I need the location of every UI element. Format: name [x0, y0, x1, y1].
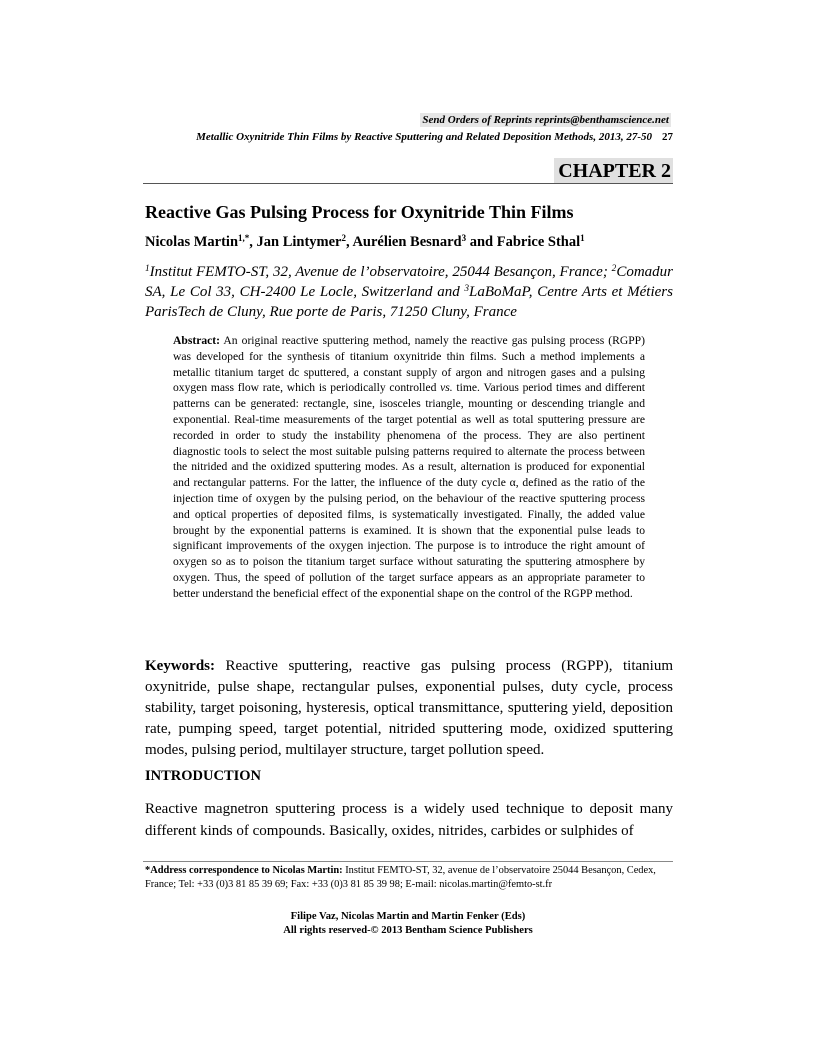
footnote-rule [143, 861, 673, 862]
chapter-rule [143, 183, 673, 184]
author-name: Aurélien Besnard [352, 234, 462, 250]
affiliation-text: LaBoMaP, Centre Arts et Métiers ParisTech de Cluny, Rue porte de Paris, 71250 Cluny, France [145, 284, 673, 320]
footnote-text: Institut FEMTO-ST, 32, avenue de l’observatoire 25044 Besançon, Cedex, France; Tel: +33 (0)3 81 85 39 69; Fax: +33 (0)3 81 85 39 98; E-mail: nicolas.martin@femto-st.fr [145, 865, 656, 890]
affiliation-text: Comadur SA, Le Col 33, CH-2400 Le Locle, Switzerland and [145, 264, 673, 300]
running-head-text: Metallic Oxynitride Thin Films by Reactive Sputtering and Related Deposition Methods, 2013, 27-50 [196, 131, 652, 143]
abstract [173, 333, 645, 602]
introduction-text: Reactive magnetron sputtering process is a widely used technique to deposit many different kinds of compounds. Basically, oxides, nitrides, carbides or sulphides of [145, 801, 673, 839]
affiliation-mark: 2 [611, 263, 617, 274]
author-affiliation-mark: 1 [580, 233, 585, 244]
author-name: Jan Lintymer [256, 234, 342, 250]
footnote-label: *Address correspondence to Nicolas Martin: [145, 865, 343, 876]
author-affiliation-mark: 3 [461, 233, 467, 244]
abstract-text-continued: time. Various period times and different patterns can be generated: rectangle, sine, isosceles triangle, mounting or descending triangle and exponential. Real-time measurements of the target potential as well as total sputtering pressure are recorded in order to study the instability phenomena of the process. They are also pertinent diagnostic tools to select the most suitable pulsing patterns required to alternate the process between the nitrided and the oxidized sputtering modes. As a result, alternation is produced for exponential and rectangular patterns. For the latter, the influence of the duty cycle α, defined as the ratio of the injection time of oxygen by the pulsing period, on the behaviour of the reactive sputtering process and optical properties of deposited films, is systematically investigated. Finally, the added value brought by the exponential patterns is examined. It is shown that the exponential pulse leads to significant improvements of the oxygen injection. The purpose is to introduce the right amount of oxygen so as to poison the titanium target surface without saturating the sputtering atmosphere by oxygen. Thus, the speed of pollution of the target surface appears as an appropriate parameter to better understand the beneficial effect of the exponential shape on the control of the RGPP method. [173, 381, 645, 600]
author-separator: and [466, 234, 497, 250]
author-separator: , [346, 234, 353, 250]
introduction-heading: INTRODUCTION [145, 768, 262, 784]
running-head [196, 131, 673, 143]
author-separator: , [249, 234, 257, 250]
keywords-label: Keywords: [145, 658, 215, 674]
abstract-vs: vs. [440, 381, 453, 395]
editors-line: Filipe Vaz, Nicolas Martin and Martin Fenker (Eds) [290, 911, 526, 922]
affiliation-mark: 3 [464, 283, 470, 294]
author-name: Nicolas Martin [145, 234, 239, 250]
reprint-notice: Send Orders of Reprints reprints@benthamscience.net [422, 114, 669, 126]
author-name: Fabrice Sthal [496, 234, 581, 250]
author-list [145, 234, 585, 251]
abstract-label: Abstract: [173, 334, 221, 347]
abstract-text: An original reactive sputtering method, namely the reactive gas pulsing process (RGPP) was developed for the synthesis of titanium oxynitride thin films. Such a method implements a metallic titanium target dc sputtered, a constant supply of argon and nitrogen gases and a pulsing oxygen mass flow rate, which is periodically controlled [173, 334, 645, 395]
keywords [145, 656, 673, 761]
paper-title: Reactive Gas Pulsing Process for Oxynitride Thin Films [145, 202, 574, 222]
affiliation-mark: 1 [145, 263, 150, 274]
author-affiliation-mark: 1,* [238, 233, 250, 244]
affiliation-text: Institut FEMTO-ST, 32, Avenue de l’observatoire, 25044 Besançon, France; [149, 264, 612, 280]
author-affiliation-mark: 2 [341, 233, 346, 244]
publication-footer [143, 910, 673, 938]
correspondence-footnote [145, 864, 673, 892]
copyright-line: All rights reserved-© 2013 Bentham Science Publishers [283, 925, 533, 936]
keywords-text: Reactive sputtering, reactive gas pulsing process (RGPP), titanium oxynitride, pulse shape, rectangular pulses, exponential pulses, duty cycle, process stability, target poisoning, hysteresis, optical transmittance, sputtering yield, deposition rate, pumping speed, target potential, nitrided sputtering mode, oxidized sputtering modes, pulsing period, multilayer structure, target pollution speed. [145, 658, 673, 758]
chapter-label: CHAPTER 2 [554, 158, 673, 184]
affiliations [145, 262, 673, 322]
page-number: 27 [662, 131, 673, 143]
